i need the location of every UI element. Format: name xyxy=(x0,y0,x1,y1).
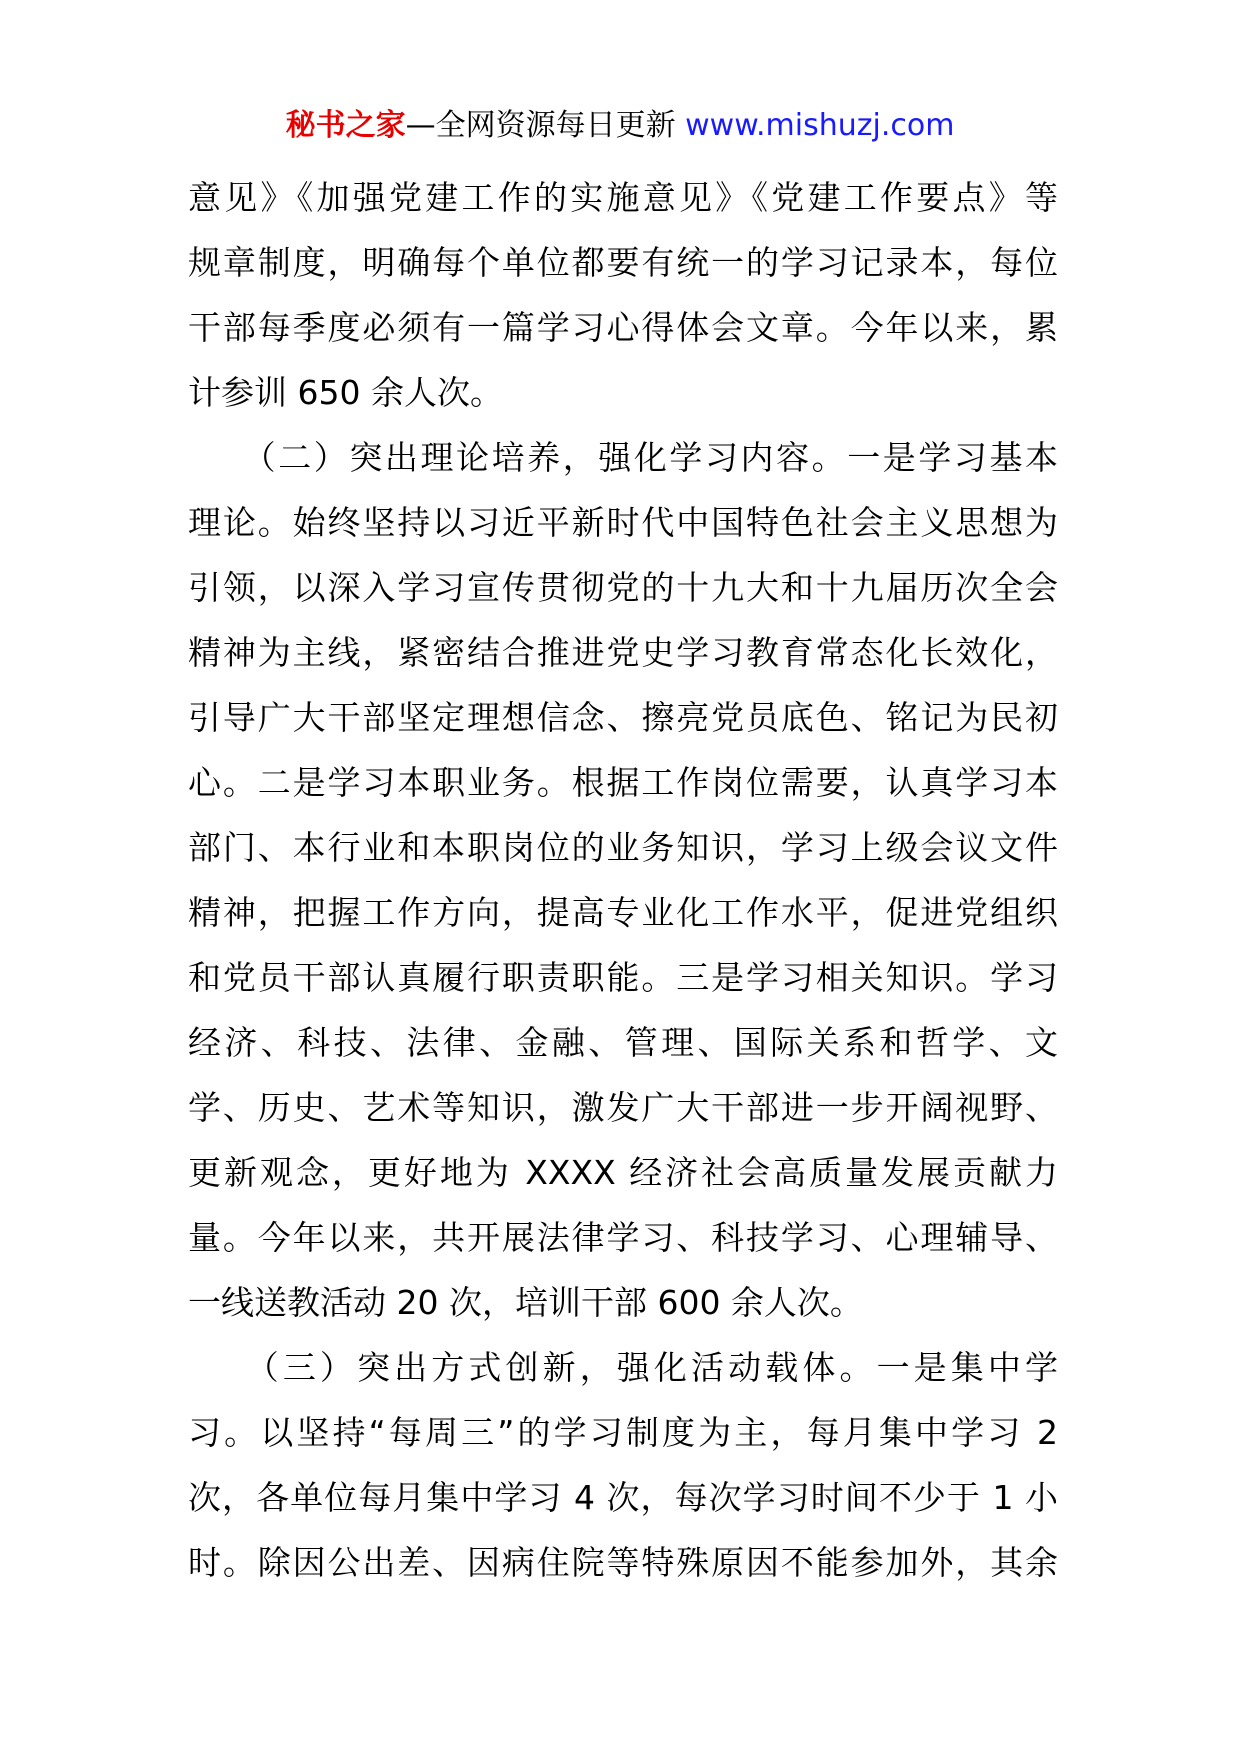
text-line: 精神为主线，紧密结合推进党史学习教育常态化长效化， xyxy=(188,633,1058,672)
text-line: 干部每季度必须有一篇学习心得体会文章。今年以来，累 xyxy=(188,308,1058,347)
text-line: 部门、本行业和本职岗位的业务知识，学习上级会议文件 xyxy=(188,828,1058,867)
text-line: 精神，把握工作方向，提高专业化工作水平，促进党组织 xyxy=(188,893,1058,932)
text-line: 一线送教活动 20 次，培训干部 600 余人次。 xyxy=(188,1283,863,1322)
text-line: 和党员干部认真履行职责职能。三是学习相关知识。学习 xyxy=(188,958,1058,997)
text-line: 学、历史、艺术等知识，激发广大干部进一步开阔视野、 xyxy=(188,1088,1058,1127)
header-tagline: —全网资源每日更新 xyxy=(405,108,686,143)
brand-name: 秘书之家 xyxy=(285,108,406,143)
text-line: （三）突出方式创新，强化活动载体。一是集中学 xyxy=(188,1348,1058,1387)
text-line: 心。二是学习本职业务。根据工作岗位需要，认真学习本 xyxy=(188,763,1058,802)
page-header xyxy=(0,104,1240,148)
text-line: 理论。始终坚持以习近平新时代中国特色社会主义思想为 xyxy=(188,503,1058,542)
text-line: 计参训 650 余人次。 xyxy=(188,373,503,412)
text-line: 次，各单位每月集中学习 4 次，每次学习时间不少于 1 小 xyxy=(188,1478,1058,1517)
website-link[interactable]: www.mishuzj.com xyxy=(685,108,955,143)
text-line: 引导广大干部坚定理想信念、擦亮党员底色、铭记为民初 xyxy=(188,698,1058,737)
text-line: 更新观念，更好地为 XXXX 经济社会高质量发展贡献力 xyxy=(188,1153,1058,1192)
text-line: 量。今年以来，共开展法律学习、科技学习、心理辅导、 xyxy=(188,1218,1058,1257)
text-line: （二）突出理论培养，强化学习内容。一是学习基本 xyxy=(188,438,1058,477)
text-line: 经济、科技、法律、金融、管理、国际关系和哲学、文 xyxy=(188,1023,1058,1062)
text-line: 习。以坚持“每周三”的学习制度为主，每月集中学习 2 xyxy=(188,1413,1058,1452)
text-line: 意见》《加强党建工作的实施意见》《党建工作要点》等 xyxy=(188,178,1058,217)
text-line: 时。除因公出差、因病住院等特殊原因不能参加外，其余 xyxy=(188,1543,1058,1582)
text-line: 规章制度，明确每个单位都要有统一的学习记录本，每位 xyxy=(188,243,1058,282)
document-body xyxy=(188,165,1058,1595)
text-line: 引领，以深入学习宣传贯彻党的十九大和十九届历次全会 xyxy=(188,568,1058,607)
